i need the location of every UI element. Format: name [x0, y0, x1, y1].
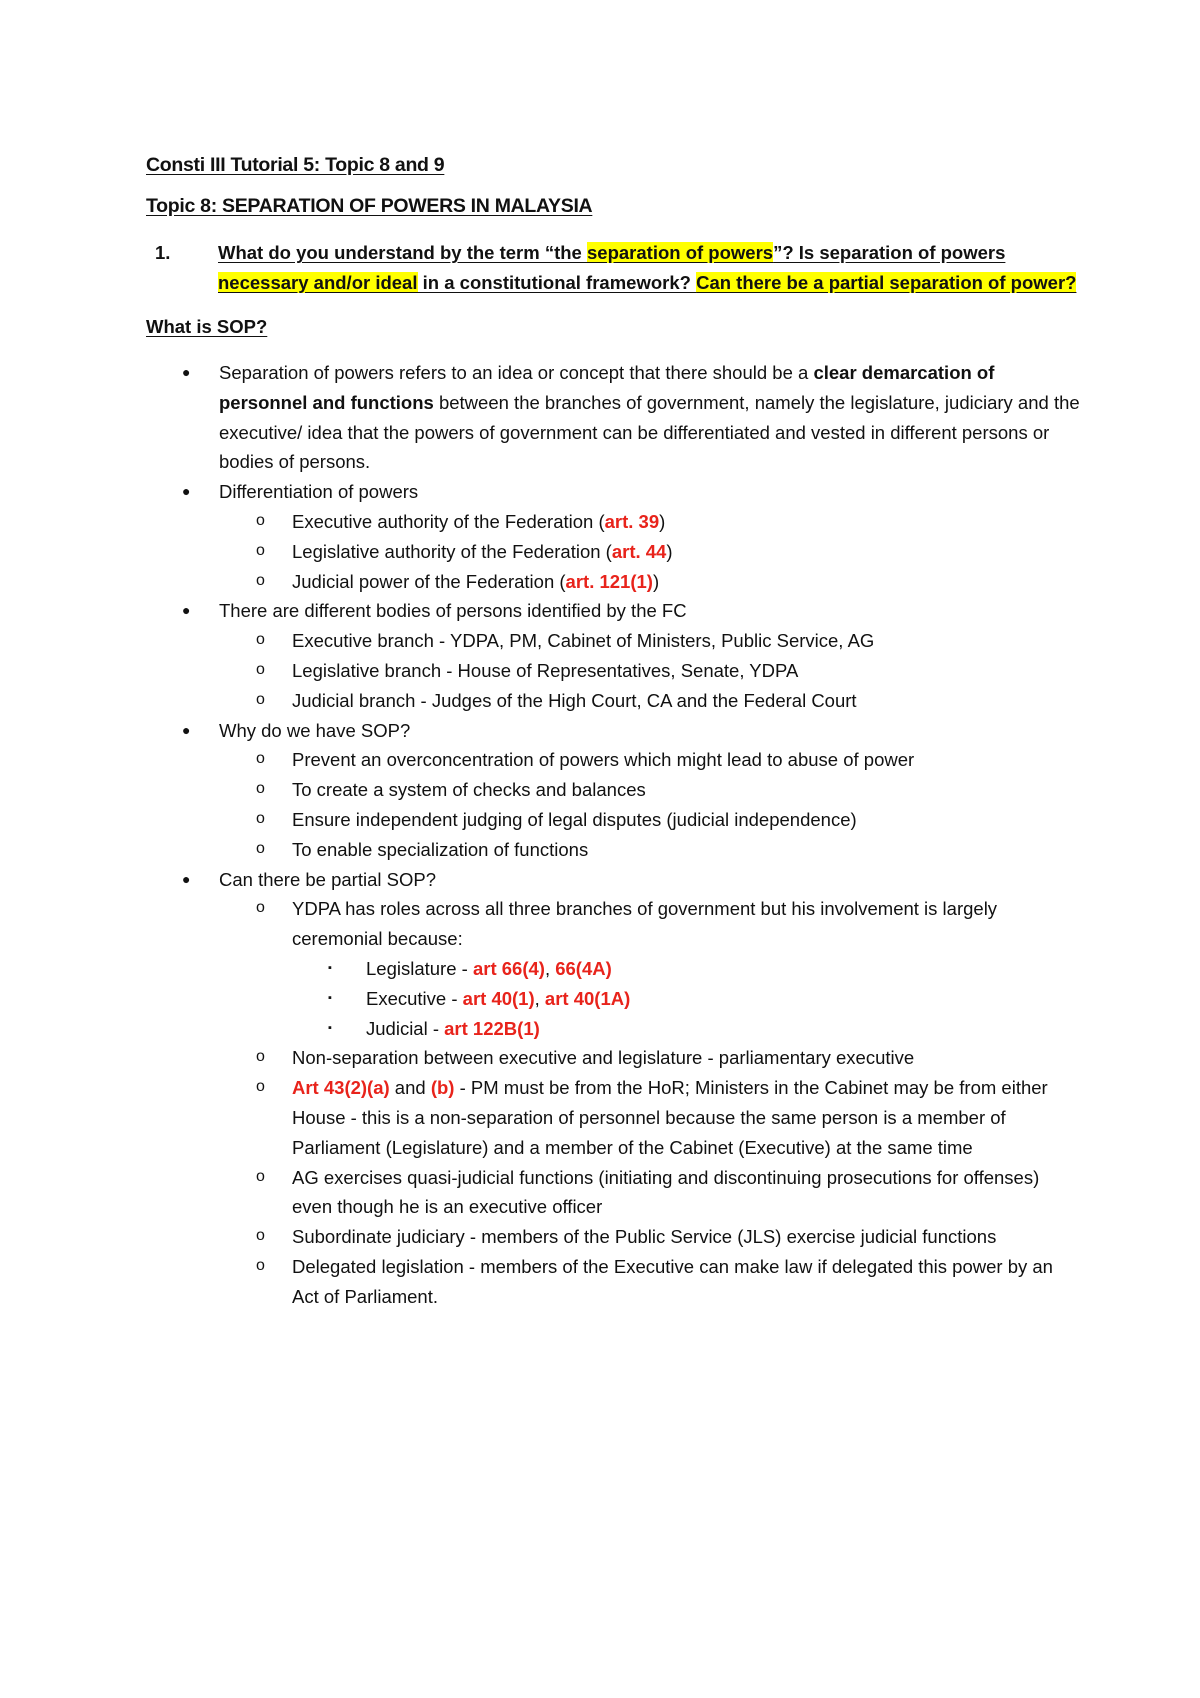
sub-item	[146, 1043, 1080, 1073]
article-ref: art. 39	[604, 510, 660, 532]
sub-item-text: Ensure independent judging of legal disputes (judicial independence)	[292, 808, 857, 830]
circle-bullet-icon: o	[256, 631, 265, 649]
bullet-why-sop	[146, 716, 1080, 865]
bullet-bodies	[146, 596, 1080, 715]
sub-item-text: )	[659, 510, 666, 532]
circle-bullet-icon: o	[256, 511, 265, 529]
circle-bullet-icon: o	[256, 899, 265, 917]
partial-sop-text: Can there be partial SOP?	[219, 868, 436, 890]
circle-bullet-icon: o	[256, 1256, 265, 1274]
question-text	[218, 242, 1076, 293]
definition-bold: clear demarcation of personnel and functions	[219, 362, 995, 413]
bullet-icon: ●	[182, 483, 191, 500]
separator: ,	[544, 957, 556, 979]
bodies-text: There are different bodies of persons identified by the FC	[219, 600, 687, 622]
role-label: Executive -	[366, 987, 463, 1009]
sub-item-text: Judicial power of the Federation (	[292, 570, 566, 592]
partial-sop-sublist	[219, 894, 1080, 1311]
sub-item-ydpa	[146, 894, 1080, 1043]
sub-item-art43	[146, 1073, 1080, 1162]
circle-bullet-icon: o	[256, 571, 265, 589]
sub-item	[146, 745, 1080, 775]
bodies-sublist	[219, 626, 1080, 715]
circle-bullet-icon: o	[256, 1167, 265, 1185]
square-bullet-icon: ▪	[328, 961, 332, 974]
question-highlight-partial: Can there be a partial separation of power?	[696, 271, 1077, 293]
sub-item-text: Judicial branch - Judges of the High Court, CA and the Federal Court	[292, 689, 857, 711]
sub-item-text: Subordinate judiciary - members of the Public Service (JLS) exercise judicial functions	[292, 1226, 997, 1248]
article-ref: 66(4A)	[555, 957, 612, 979]
role-item	[146, 954, 1080, 984]
bullet-icon: ●	[182, 870, 191, 887]
circle-bullet-icon: o	[256, 1078, 265, 1096]
question-part-3: ”? Is separation of powers	[773, 242, 1006, 263]
sub-item	[146, 537, 1080, 567]
question-part-5: in a constitutional framework?	[417, 271, 697, 293]
circle-bullet-icon: o	[256, 1227, 265, 1245]
article-ref: art. 44	[611, 540, 667, 562]
circle-bullet-icon: o	[256, 1048, 265, 1066]
bullet-definition	[146, 358, 1080, 477]
sub-item	[146, 775, 1080, 805]
square-bullet-icon: ▪	[328, 991, 332, 1004]
sub-item-text: )	[652, 570, 660, 592]
article-ref: art. 121(1)	[565, 570, 653, 592]
question-part-1: What do you understand by the term “the	[218, 242, 587, 263]
question-highlight-necessary: necessary and/or ideal	[218, 271, 418, 293]
section-title: What is SOP?	[146, 316, 268, 337]
sub-item-text: Executive authority of the Federation (	[292, 510, 605, 532]
sub-item-text: AG exercises quasi-judicial functions (initiating and discontinuing prosecutions for offenses) even though he is an executive officer	[292, 1166, 1040, 1218]
separator: ,	[534, 987, 545, 1009]
role-item	[146, 984, 1080, 1014]
sub-item	[146, 1163, 1080, 1223]
article-ref: art 40(1A)	[544, 987, 631, 1009]
bullet-icon: ●	[182, 602, 191, 619]
circle-bullet-icon: o	[256, 660, 265, 678]
sub-item-text: Legislative branch - House of Representatives, Senate, YDPA	[292, 659, 799, 681]
differentiation-sublist	[219, 507, 1080, 596]
circle-bullet-icon: o	[256, 541, 265, 559]
question-number: 1.	[155, 242, 171, 263]
square-bullet-icon: ▪	[328, 1021, 332, 1034]
main-bullet-list	[146, 358, 1080, 1312]
bullet-icon: ●	[182, 721, 191, 738]
sub-item-text: )	[666, 540, 673, 562]
bullet-icon: ●	[182, 364, 191, 380]
definition-part-1: Separation of powers refers to an idea or concept that there should be a	[219, 362, 814, 383]
sub-item-text: Legislative authority of the Federation (	[292, 540, 612, 562]
article-ref: art 122B(1)	[444, 1017, 540, 1039]
question-1	[146, 238, 1080, 297]
sub-item-text: YDPA has roles across all three branches of government but his involvement is largely ceremonial because:	[292, 898, 998, 950]
sub-item	[146, 507, 1080, 537]
sub-item	[146, 567, 1080, 597]
role-label: Judicial -	[366, 1017, 445, 1039]
circle-bullet-icon: o	[256, 780, 265, 798]
sub-item	[146, 835, 1080, 865]
circle-bullet-icon: o	[256, 750, 265, 768]
sub-item-text: To enable specialization of functions	[292, 838, 589, 860]
circle-bullet-icon: o	[256, 809, 265, 827]
sub-item	[146, 1222, 1080, 1252]
ydpa-roles-list	[292, 954, 1080, 1043]
differentiation-text: Differentiation of powers	[219, 481, 419, 503]
article-ref: art 40(1)	[462, 987, 535, 1009]
sub-item	[146, 686, 1080, 716]
connector: and	[389, 1077, 431, 1099]
article-ref: Art 43(2)(a)	[292, 1077, 390, 1099]
why-sop-text: Why do we have SOP?	[219, 719, 411, 741]
sub-item-text: Non-separation between executive and legislature - parliamentary executive	[292, 1047, 915, 1069]
sub-item-text: Prevent an overconcentration of powers which might lead to abuse of power	[292, 749, 915, 771]
article-ref: art 66(4)	[472, 957, 545, 979]
document-title: Consti III Tutorial 5: Topic 8 and 9	[146, 154, 445, 176]
sub-item-text: - PM must be from the HoR; Ministers in the Cabinet may be from either House - this is a non-separation of personnel because the same person is a member of Parliament (Legislature) and a member of the Cabinet (Executive) at the same time	[292, 1077, 1048, 1158]
topic-title: Topic 8: SEPARATION OF POWERS IN MALAYSIA	[146, 195, 593, 217]
bullet-differentiation	[146, 477, 1080, 596]
sub-item	[146, 805, 1080, 835]
circle-bullet-icon: o	[256, 690, 265, 708]
sub-item	[146, 1252, 1080, 1312]
role-item	[146, 1014, 1080, 1044]
sub-item-text: To create a system of checks and balances	[292, 779, 646, 801]
sub-item-text: Delegated legislation - members of the Executive can make law if delegated this power by an Act of Parliament.	[292, 1255, 1053, 1307]
sub-item-text: Executive branch - YDPA, PM, Cabinet of Ministers, Public Service, AG	[292, 630, 875, 652]
question-highlight-sop: separation of powers	[587, 242, 774, 263]
circle-bullet-icon: o	[256, 839, 265, 857]
sub-item	[146, 626, 1080, 656]
definition-part-3: between the branches of government, namely the legislature, judiciary and the executive/ idea that the powers of government can be differentiated and vested in different persons or bodies of persons.	[219, 391, 1080, 473]
sub-item	[146, 656, 1080, 686]
why-sop-sublist	[219, 745, 1080, 864]
article-ref: (b)	[430, 1077, 455, 1099]
role-label: Legislature -	[366, 957, 473, 979]
bullet-partial-sop	[146, 865, 1080, 1312]
